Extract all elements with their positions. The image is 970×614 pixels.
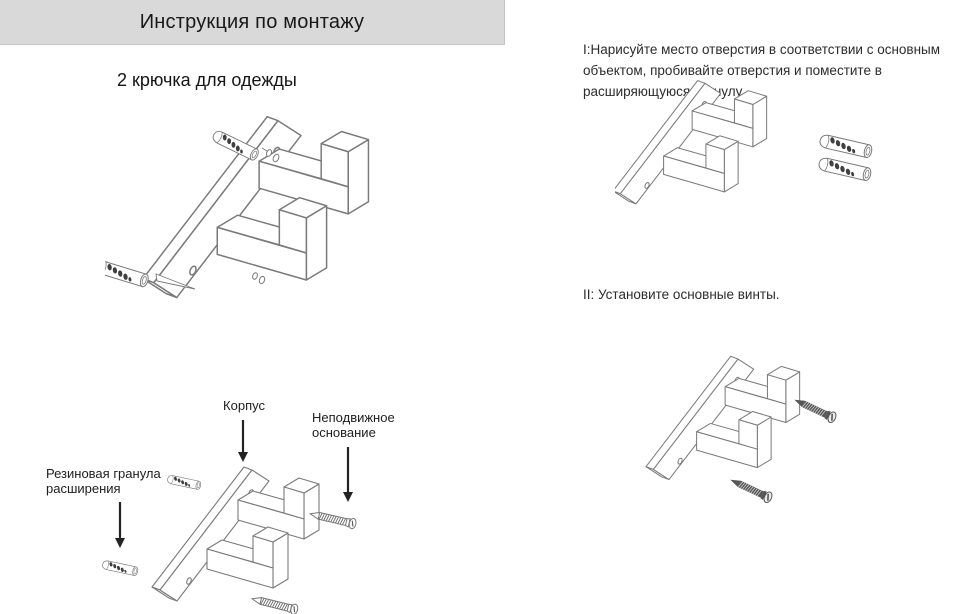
wall-anchor-icon (819, 134, 873, 158)
down-arrow-icon (238, 420, 248, 462)
label-fixed-base: Неподвижное основание (312, 410, 395, 440)
wall-anchor-icon (818, 157, 872, 181)
down-arrow-icon (343, 447, 353, 502)
label-expansion-plug: Резиновая гранула расширения (46, 466, 161, 496)
header-bar (0, 0, 505, 45)
step-1-diagram (615, 78, 905, 253)
label-hook-body: Корпус (223, 398, 265, 413)
step-1-text: I:Нарисуйте место отверстия в соответствии с основным объектом, пробивайте отверстия и поместите в расширяющуюся гранулу. (583, 42, 941, 99)
hook-plate-drawing (143, 117, 368, 298)
exploded-parts-diagram (35, 394, 410, 614)
wall-anchor-icon (167, 475, 202, 490)
page-title: Инструкция по монтажу (139, 10, 365, 33)
hook-plate-drawing (615, 81, 767, 204)
down-arrow-icon (115, 502, 125, 548)
wall-anchor-icon (105, 260, 150, 288)
dark-screw-icon (728, 475, 774, 504)
step-2-text: II: Установите основные винты. (583, 287, 780, 302)
screw-icon (251, 594, 299, 614)
hook-plate-drawing (152, 467, 319, 601)
step-2-diagram (630, 345, 890, 505)
product-subtitle: 2 крючка для одежды (117, 70, 297, 90)
wall-anchor-icon (102, 560, 139, 576)
assembled-hooks-diagram (105, 98, 405, 333)
hook-plate-drawing (646, 356, 800, 479)
